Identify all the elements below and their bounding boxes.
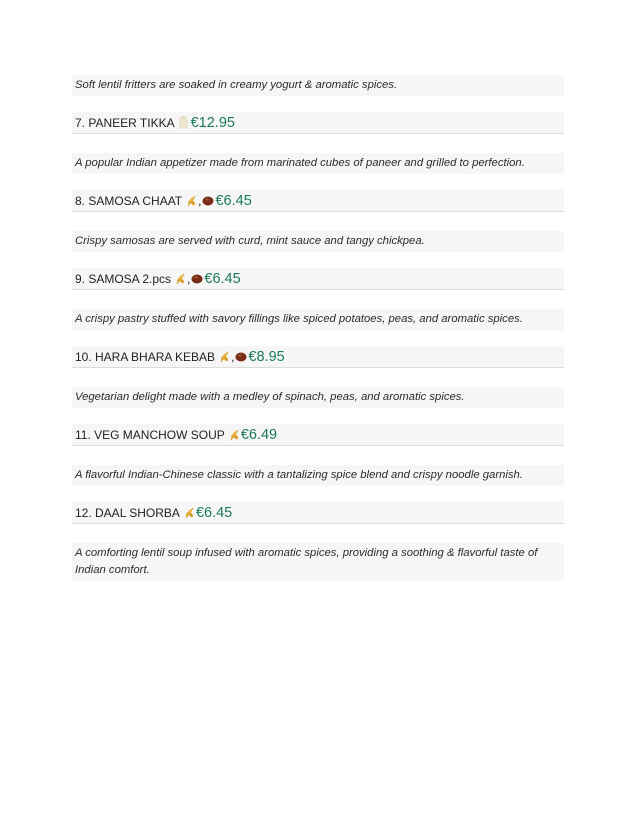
item-description bbox=[72, 543, 564, 581]
item-price: €6.45 bbox=[195, 504, 233, 521]
icon-separator: , bbox=[231, 349, 235, 364]
item-price: €6.45 bbox=[204, 270, 241, 287]
menu-item-samosa-2pcs bbox=[72, 268, 564, 290]
nut-icon bbox=[202, 195, 214, 206]
wheat-icon bbox=[175, 273, 186, 285]
item-description bbox=[72, 153, 564, 174]
item-name: 7. PANEER TIKKA bbox=[75, 115, 175, 130]
description-text: Soft lentil fritters are soaked in creamy yogurt & aromatic spices. bbox=[75, 79, 398, 91]
item-name: 10. HARA BHARA KEBAB bbox=[75, 349, 216, 364]
item-description bbox=[72, 75, 564, 96]
item-name: 8. SAMOSA CHAAT bbox=[75, 193, 183, 208]
item-price: €6.45 bbox=[215, 192, 252, 209]
menu-section bbox=[72, 72, 564, 581]
allergen-badges bbox=[175, 272, 203, 286]
wheat-icon bbox=[219, 351, 230, 363]
item-price: €8.95 bbox=[248, 348, 285, 365]
description-text: A comforting lentil soup infused with aromatic spices, providing a soothing & flavorful taste of Indian comfort. bbox=[75, 547, 538, 576]
menu-item-daal-shorba bbox=[72, 502, 564, 524]
description-text: Vegetarian delight made with a medley of spinach, peas, and aromatic spices. bbox=[75, 391, 465, 403]
menu-item-veg-manchow-soup bbox=[72, 424, 564, 446]
icon-separator: , bbox=[187, 271, 191, 286]
item-price: €6.49 bbox=[240, 426, 278, 443]
nut-icon bbox=[235, 351, 247, 362]
item-price: €12.95 bbox=[190, 114, 235, 131]
icon-separator: , bbox=[198, 193, 202, 208]
menu-item-samosa-chaat bbox=[72, 190, 564, 212]
item-description bbox=[72, 465, 564, 486]
allergen-badges bbox=[184, 507, 195, 519]
description-text: A flavorful Indian-Chinese classic with a tantalizing spice blend and crispy noodle garnish. bbox=[75, 469, 523, 481]
wheat-icon bbox=[186, 195, 197, 207]
description-text: Crispy samosas are served with curd, mint sauce and tangy chickpea. bbox=[75, 235, 425, 247]
item-name: 12. DAAL SHORBA bbox=[75, 505, 180, 520]
milk-icon bbox=[179, 116, 188, 129]
wheat-icon bbox=[229, 429, 240, 441]
menu-item-hara-bhara-kebab bbox=[72, 346, 564, 368]
item-description bbox=[72, 387, 564, 408]
allergen-badges bbox=[179, 116, 190, 129]
item-description bbox=[72, 231, 564, 252]
menu-item-paneer-tikka bbox=[72, 112, 564, 134]
description-text: A crispy pastry stuffed with savory fillings like spiced potatoes, peas, and aromatic spices. bbox=[75, 313, 523, 325]
allergen-badges bbox=[186, 194, 214, 208]
allergen-badges bbox=[219, 350, 247, 364]
allergen-badges bbox=[229, 429, 240, 441]
description-text: A popular Indian appetizer made from marinated cubes of paneer and grilled to perfection. bbox=[75, 157, 525, 169]
item-name: 9. SAMOSA 2.pcs bbox=[75, 271, 172, 286]
nut-icon bbox=[191, 273, 203, 284]
item-name: 11. VEG MANCHOW SOUP bbox=[75, 427, 225, 442]
wheat-icon bbox=[184, 507, 195, 519]
item-description bbox=[72, 309, 564, 330]
